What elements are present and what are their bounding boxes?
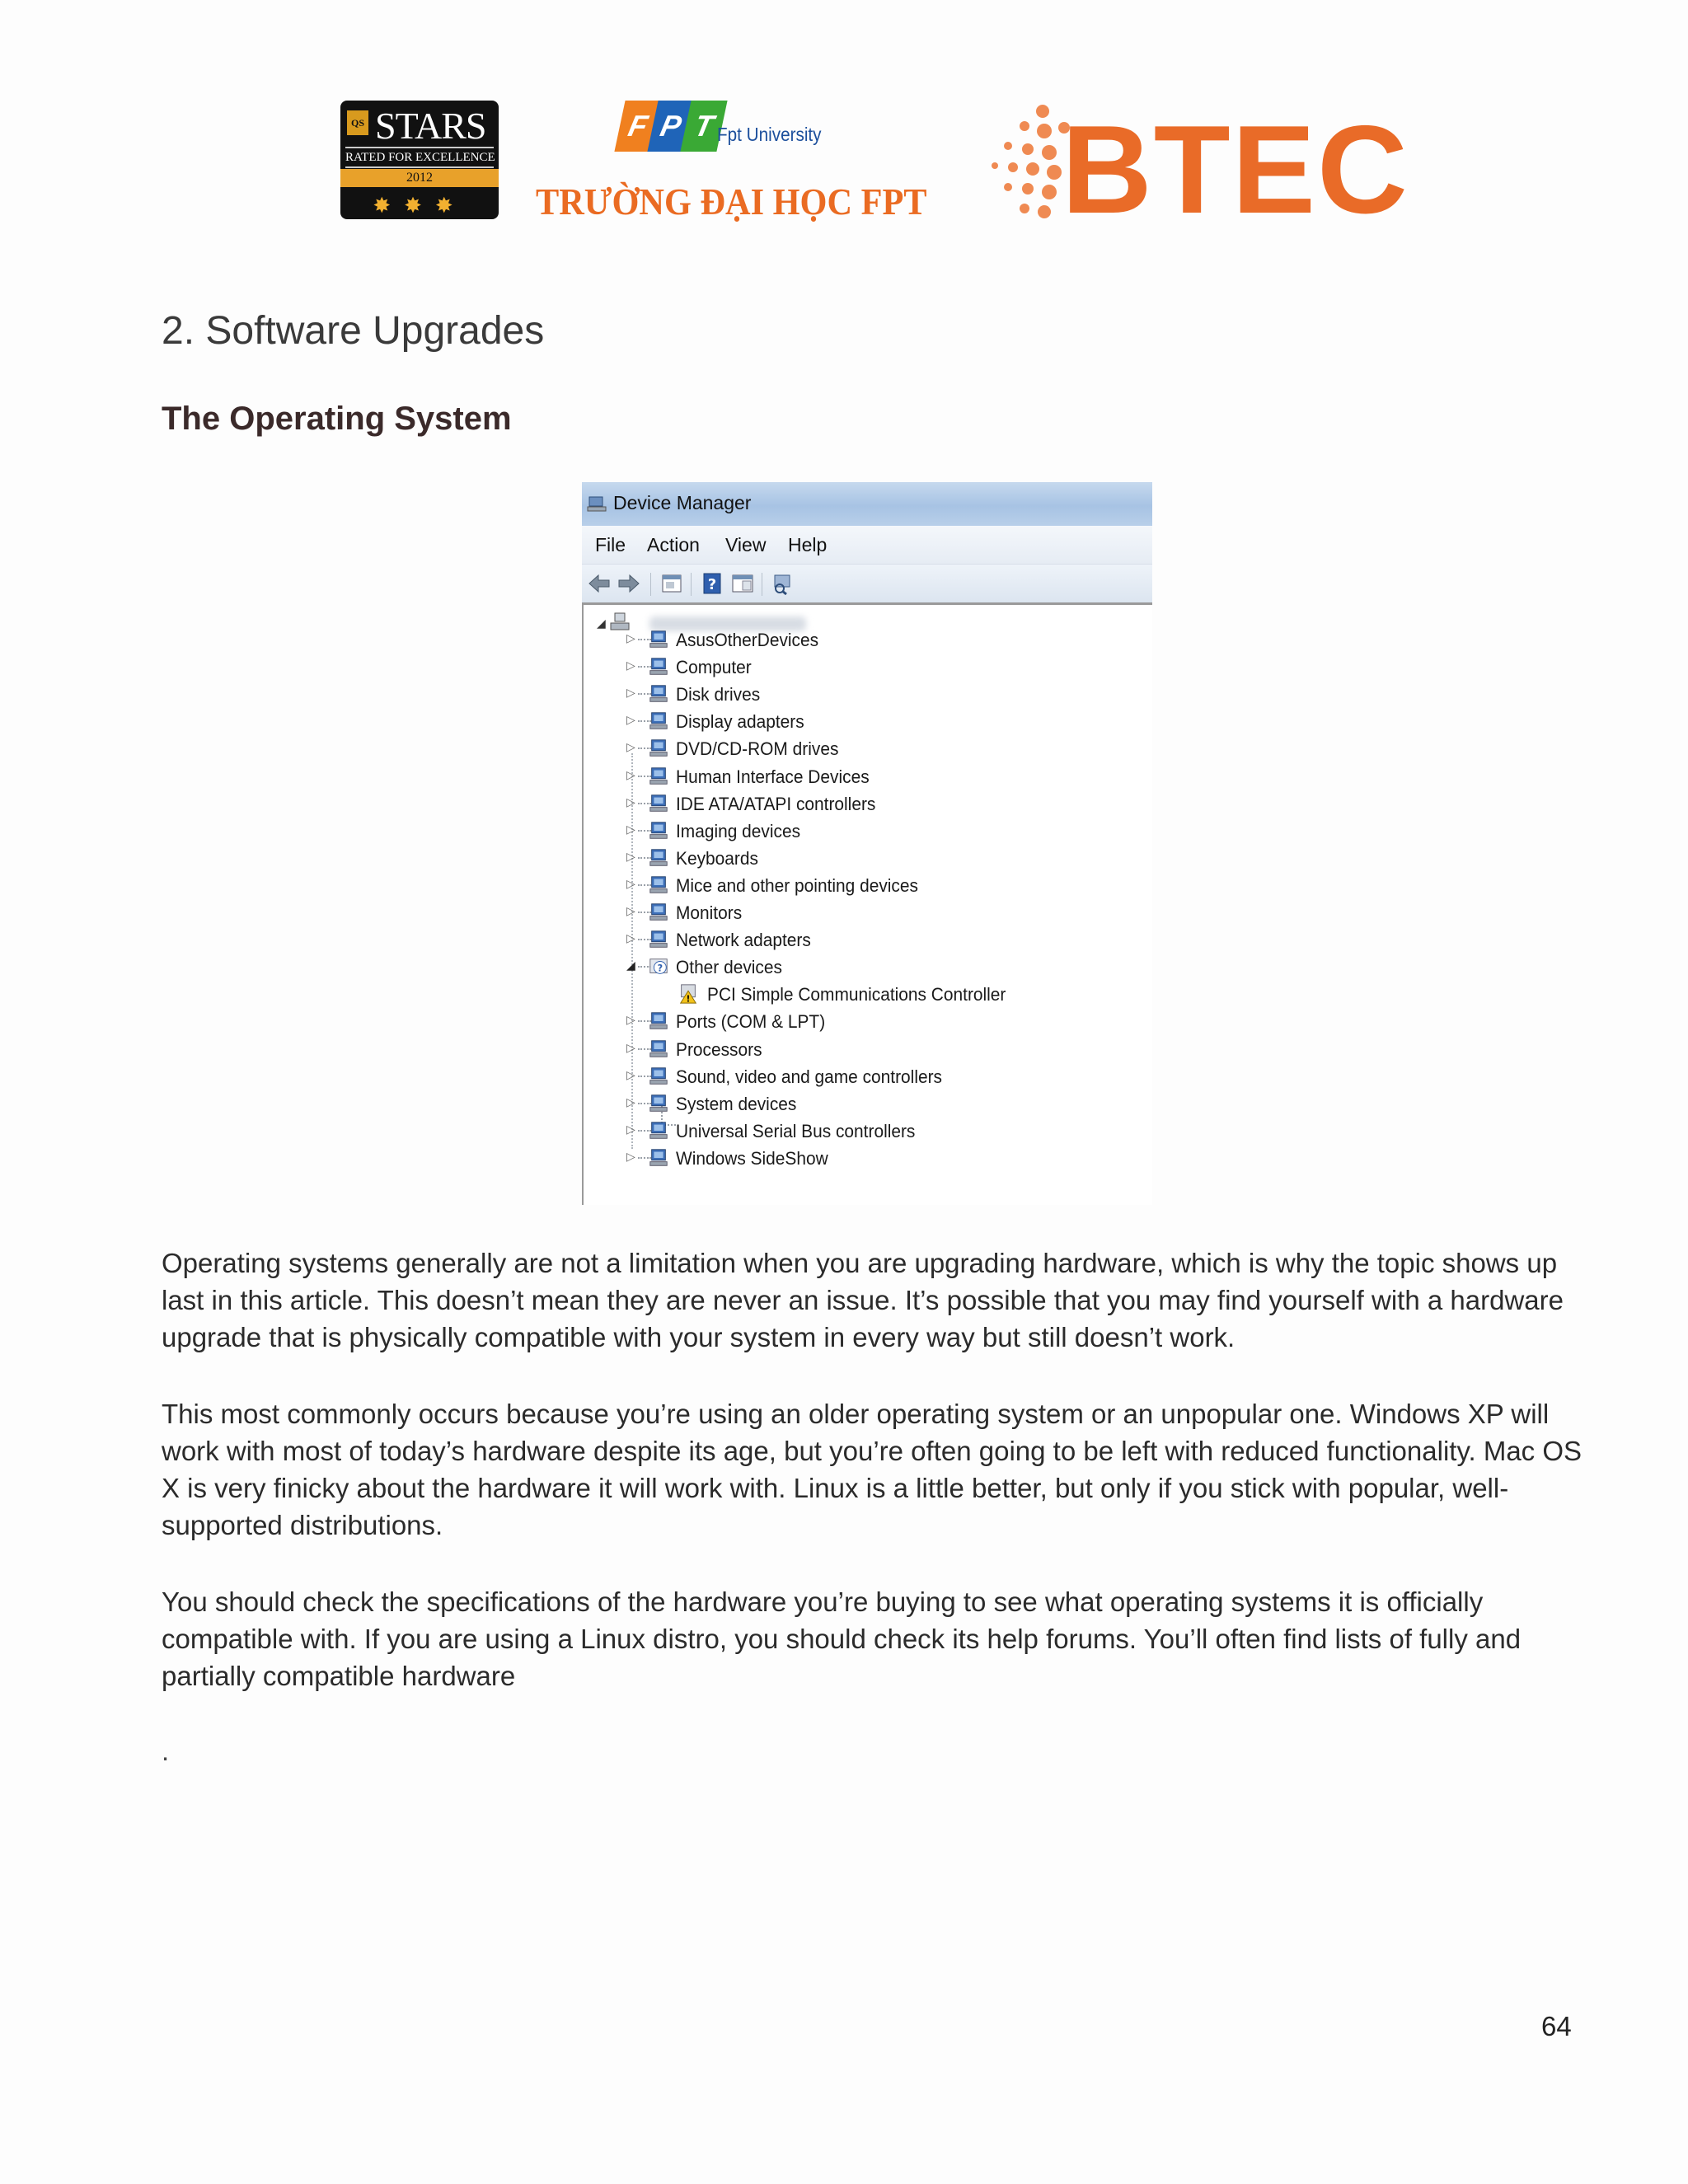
menu-view[interactable]: View [725, 534, 767, 555]
tree-node-label: Other devices [676, 957, 782, 978]
back-arrow-icon[interactable] [587, 572, 612, 595]
qs-mark: QS [347, 110, 368, 135]
expand-arrow-icon[interactable]: ▷ [626, 1067, 635, 1081]
tree-node[interactable] [584, 872, 1152, 899]
port-icon [646, 1010, 671, 1032]
tree-node-label: Monitors [676, 902, 743, 923]
device-tree [582, 605, 1152, 1205]
expand-arrow-icon[interactable]: ▷ [626, 767, 635, 781]
btec-logo-text: BTEC [1062, 100, 1409, 240]
tree-node[interactable] [584, 1118, 1152, 1145]
window-titlebar [582, 482, 1152, 527]
expand-arrow-icon[interactable]: ▷ [626, 822, 635, 836]
expand-arrow-icon[interactable]: ▷ [626, 794, 635, 808]
qs-stars-logo [340, 101, 499, 219]
tree-node[interactable] [584, 681, 1152, 708]
network-adapter-icon [646, 929, 671, 950]
fpt-tile-t: T [680, 101, 727, 152]
tree-node-label: Computer [676, 657, 752, 678]
hid-icon [646, 766, 671, 787]
unknown-device-icon [646, 956, 671, 977]
tree-node[interactable] [584, 926, 1152, 954]
tree-node-label: Display adapters [676, 711, 804, 733]
tree-node-label: Sound, video and game controllers [676, 1066, 942, 1087]
qs-year: 2012 [340, 169, 499, 187]
tree-node[interactable] [584, 1063, 1152, 1090]
tree-node-label: Universal Serial Bus controllers [676, 1120, 916, 1141]
expand-arrow-icon[interactable]: ▷ [626, 1013, 635, 1027]
menu-bar [582, 526, 1152, 565]
tree-node-label: Network adapters [676, 930, 811, 951]
expand-arrow-icon[interactable]: ▷ [626, 686, 635, 700]
paragraph-2: This most commonly occurs because you’re using an older operating system or an unpopular one. Windows XP will work with most of today’s hardware despite its age, but you’re often going to be left with reduced functionality. Mac OS X is very finicky about the hardware it will work with. Linux is a little better, but only if you stick with popular, well-supported distributions. [162, 1399, 1582, 1540]
tree-node-label: IDE ATA/ATAPI controllers [676, 793, 876, 814]
display-adapter-icon [646, 710, 671, 732]
qs-rated-text: RATED FOR EXCELLENCE [345, 147, 494, 168]
tree-node-label: DVD/CD-ROM drives [676, 738, 839, 760]
svg-text:?: ? [707, 576, 717, 593]
trailing-period: . [162, 1736, 170, 1766]
device-manager-screenshot [582, 482, 1152, 1205]
tree-node-label: System devices [676, 1093, 797, 1114]
tree-node-label: Human Interface Devices [676, 766, 870, 787]
tree-node[interactable] [584, 899, 1152, 926]
tree-node-label: Mice and other pointing devices [676, 874, 918, 896]
usb-icon [646, 1120, 671, 1141]
expand-arrow-icon[interactable]: ▷ [626, 658, 635, 673]
system-device-icon [646, 1093, 671, 1114]
tree-node-label: Disk drives [676, 684, 761, 705]
tree-node[interactable] [584, 818, 1152, 845]
ide-controller-icon [646, 793, 671, 814]
fpt-tile-f: F [614, 101, 661, 152]
processor-icon [646, 1038, 671, 1060]
toolbar [582, 565, 1152, 605]
menu-action[interactable]: Action [647, 534, 700, 555]
tree-node[interactable] [584, 845, 1152, 872]
svg-text:?: ? [657, 963, 663, 974]
menu-help[interactable]: Help [788, 534, 828, 555]
camera-icon [646, 820, 671, 841]
expand-arrow-icon[interactable]: ▷ [626, 849, 635, 863]
keyboard-icon [646, 847, 671, 869]
expand-arrow-icon[interactable]: ▷ [626, 1149, 635, 1163]
tree-node[interactable] [584, 1145, 1152, 1172]
tree-node[interactable] [584, 981, 1152, 1008]
expand-arrow-icon[interactable]: ▷ [626, 1040, 635, 1054]
paragraph-1: Operating systems generally are not a limitation when you are upgrading hardware, which is why the topic shows up last in this article. This doesn’t mean they are never an issue. It’s possible that you may find yourself with a hardware upgrade that is physically compatible with your system in every way but still doesn’t work. [162, 1248, 1564, 1352]
tree-node-label: PCI Simple Communications Controller [707, 984, 1006, 1005]
tree-node[interactable] [584, 626, 1152, 654]
expand-arrow-icon[interactable]: ▷ [626, 931, 635, 945]
dvd-drive-icon [646, 738, 671, 759]
subsection-title: The Operating System [162, 401, 512, 437]
collapse-arrow-icon[interactable]: ◢ [626, 958, 635, 972]
tree-node[interactable] [584, 735, 1152, 762]
qs-stars-title: STARS [375, 105, 486, 147]
expand-arrow-icon[interactable]: ▷ [626, 1094, 635, 1108]
tree-node[interactable] [584, 708, 1152, 735]
forward-arrow-icon[interactable] [617, 572, 641, 595]
tree-node[interactable] [584, 790, 1152, 818]
header-logos [0, 0, 1688, 264]
qs-star-rating-icon: ✸✸✸ [373, 193, 467, 218]
speaker-icon [646, 1066, 671, 1087]
expand-arrow-icon[interactable]: ▷ [626, 631, 635, 644]
device-manager-icon [587, 494, 607, 513]
tree-node-label: Keyboards [676, 847, 758, 869]
network-icon [646, 629, 671, 650]
page-number: 64 [1541, 2011, 1572, 2041]
fpt-university-text: Fpt University [717, 124, 822, 145]
tree-node-label: Imaging devices [676, 820, 801, 841]
tree-node-label: AsusOtherDevices [676, 630, 819, 650]
tree-node[interactable] [584, 1090, 1152, 1118]
menu-file[interactable]: File [595, 534, 626, 555]
expand-arrow-icon[interactable]: ▷ [626, 713, 635, 727]
section-title: 2. Software Upgrades [162, 309, 545, 353]
scan-hardware-icon[interactable] [770, 572, 795, 595]
fpt-tile-p: P [647, 101, 694, 152]
expand-arrow-icon[interactable]: ▷ [626, 1122, 635, 1136]
tree-node-label: Ports (COM & LPT) [676, 1011, 826, 1033]
disk-drive-icon [646, 683, 671, 705]
svg-text:!: ! [686, 995, 691, 1005]
tree-node[interactable] [584, 954, 1152, 981]
tree-node[interactable] [584, 1008, 1152, 1035]
expand-arrow-icon[interactable]: ▷ [626, 876, 635, 890]
paragraph-3: You should check the specifications of the hardware you’re buying to see what operating systems it is officially compatible with. If you are using a Linux distro, you should check its help forums. You’ll often find lists of fully and partially compatible hardware [162, 1586, 1522, 1691]
warning-device-icon [676, 983, 701, 1005]
tree-node[interactable] [584, 763, 1152, 790]
properties-sheet-icon[interactable] [659, 572, 684, 595]
tree-node-label: Processors [676, 1038, 762, 1060]
computer-icon [646, 656, 671, 677]
tree-node-label: Windows SideShow [676, 1147, 828, 1169]
mouse-icon [646, 874, 671, 896]
expand-arrow-icon[interactable]: ▷ [626, 740, 635, 754]
tree-node[interactable] [584, 1036, 1152, 1063]
help-icon[interactable] [700, 572, 724, 595]
view-pane-icon[interactable] [730, 572, 755, 595]
window-title: Device Manager [613, 492, 752, 513]
expand-arrow-icon[interactable]: ◢ [597, 616, 606, 630]
expand-arrow-icon[interactable]: ▷ [626, 904, 635, 917]
sideshow-icon [646, 1147, 671, 1169]
tree-node[interactable] [584, 654, 1152, 681]
fpt-school-name: TRƯỜNG ĐẠI HỌC FPT [536, 180, 927, 223]
monitor-icon [646, 902, 671, 923]
